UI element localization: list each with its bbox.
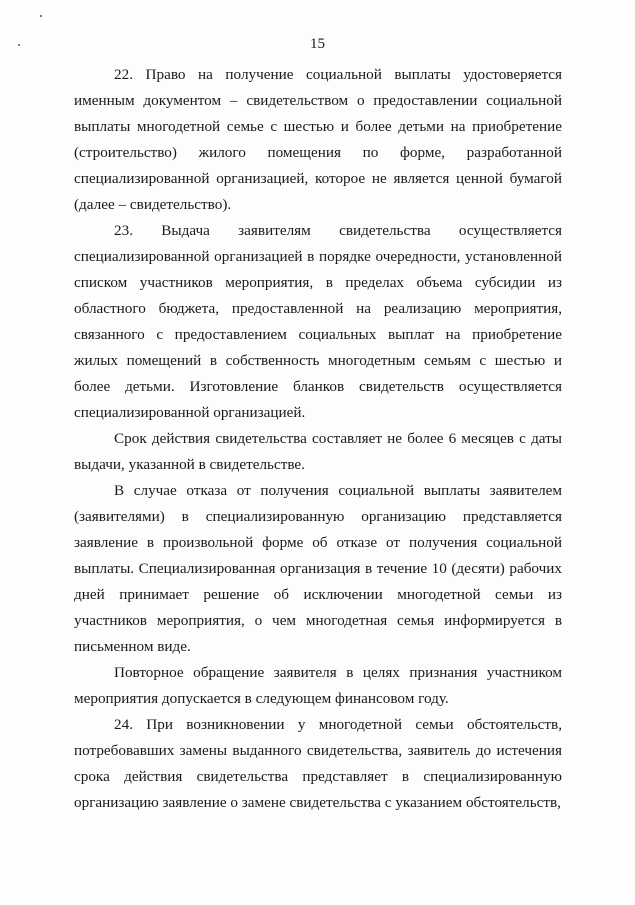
- paragraph-validity: Срок действия свидетельства составляет не более 6 месяцев с даты выдачи, указанной в свидетельстве.: [74, 430, 562, 473]
- paragraph-24: 24. При возникновении у многодетной семьи обстоятельств, потребовавших замены выданного свидетельства, заявитель до истечения срока действия свидетельства представляет в специализированную организацию заявление о замене свидетельства с указанием обстоятельств,: [74, 716, 562, 811]
- document-body: [74, 62, 562, 816]
- page-number: 15: [310, 36, 325, 52]
- paragraph-23: 23. Выдача заявителям свидетельства осуществляется специализированной организацией в порядке очередности, установленной списком участников мероприятия, в пределах объема субсидии из областного бюджета, предоставленной на реализацию мероприятия, связанного с предоставлением социальных выплат на приобретение жилых помещений в собственность многодетным семьям с шестью и более детьми. Изготовление бланков свидетельств осуществляется специализированной организацией.: [74, 222, 562, 421]
- scan-speck: [40, 15, 42, 17]
- paragraph-22: 22. Право на получение социальной выплаты удостоверяется именным документом – свидетельством о предоставлении социальной выплаты многодетной семье с шестью и более детьми на приобретение (строительство) жилого помещения по форме, разработанной специализированной организацией, которое не является ценной бумагой (далее – свидетельство).: [74, 66, 562, 213]
- paragraph-repeat-application: Повторное обращение заявителя в целях признания участником мероприятия допускается в следующем финансовом году.: [74, 664, 562, 707]
- paragraph-refusal: В случае отказа от получения социальной выплаты заявителем (заявителями) в специализированную организацию представляется заявление в произвольной форме об отказе от получения социальной выплаты. Специализированная организация в течение 10 (десяти) рабочих дней принимает решение об исключении многодетной семьи из участников мероприятия, о чем многодетная семья информируется в письменном виде.: [74, 482, 562, 655]
